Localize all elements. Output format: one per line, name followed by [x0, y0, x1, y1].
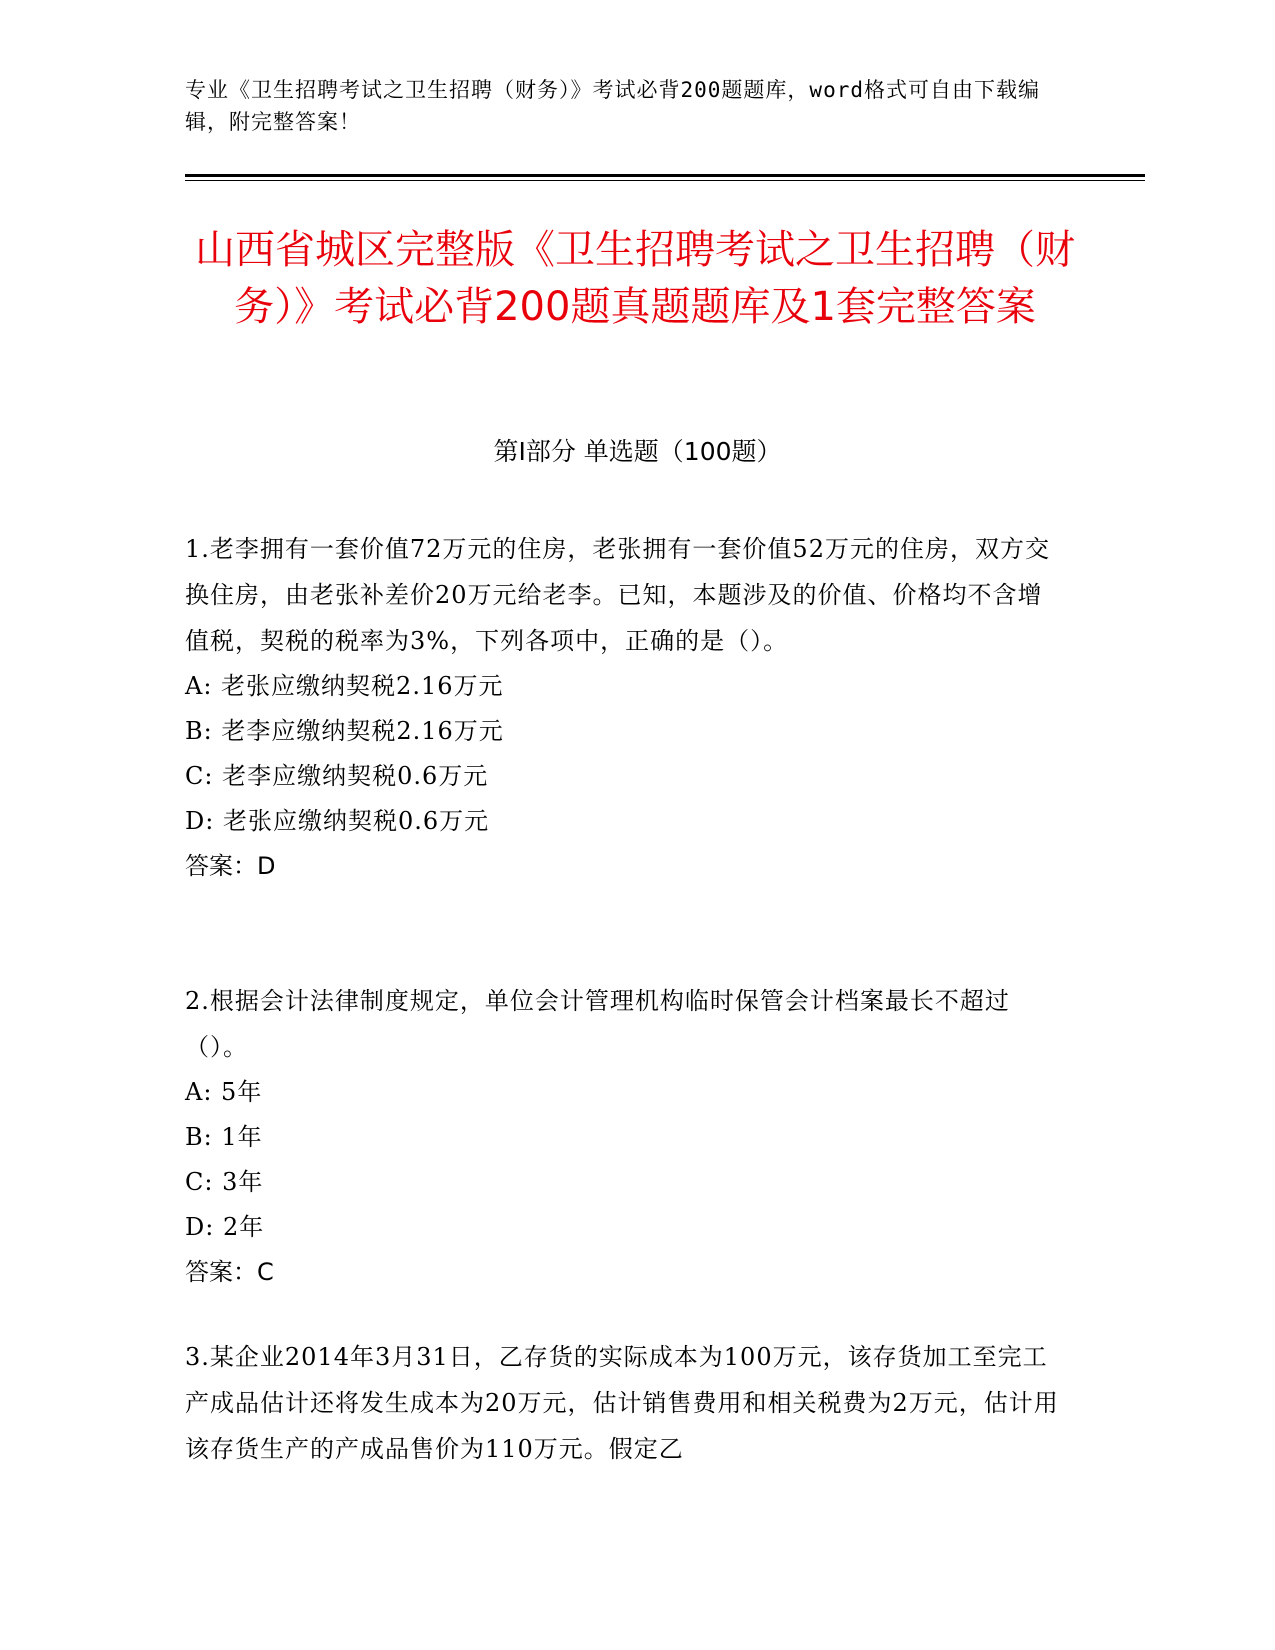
document-title: 山西省城区完整版《卫生招聘考试之卫生招聘（财务）》考试必背200题真题题库及1套完整答案 [195, 227, 1075, 330]
header-note: 专业《卫生招聘考试之卫生招聘（财务）》考试必背200题题库，word格式可自由下载编辑，附完整答案！ [185, 78, 1040, 134]
answer: 答案：D [185, 852, 276, 880]
option-a: A: 老张应缴纳契税2.16万元 [185, 672, 504, 700]
option-b: B: 老李应缴纳契税2.16万元 [185, 717, 504, 745]
section-title: 第I部分 单选题（100题） [493, 437, 782, 466]
question-stem: 1.老李拥有一套价值72万元的住房，老张拥有一套价值52万元的住房，双方交换住房，由老张补差价20万元给老李。已知，本题涉及的价值、价格均不含增值税，契税的税率为3%，下列各项中，正确的是（）。 [185, 535, 1050, 655]
option-b: B: 1年 [185, 1123, 263, 1151]
question-stem: 2.根据会计法律制度规定，单位会计管理机构临时保管会计档案最长不超过（）。 [185, 987, 1010, 1061]
question-2 [185, 978, 1065, 1295]
header-rule-thick [185, 174, 1145, 177]
question-3 [185, 1334, 1065, 1472]
option-c: C: 老李应缴纳契税0.6万元 [185, 762, 489, 790]
answer: 答案：C [185, 1258, 274, 1286]
option-c: C: 3年 [185, 1168, 264, 1196]
option-d: D: 2年 [185, 1213, 265, 1241]
question-stem: 3.某企业2014年3月31日，乙存货的实际成本为100万元，该存货加工至完工产成品估计还将发生成本为20万元，估计销售费用和相关税费为2万元，估计用该存货生产的产成品售价为110万元。假定乙 [185, 1343, 1059, 1463]
question-1 [185, 526, 1065, 889]
header-rule-thin [185, 180, 1145, 181]
option-a: A: 5年 [185, 1078, 263, 1106]
option-d: D: 老张应缴纳契税0.6万元 [185, 807, 490, 835]
